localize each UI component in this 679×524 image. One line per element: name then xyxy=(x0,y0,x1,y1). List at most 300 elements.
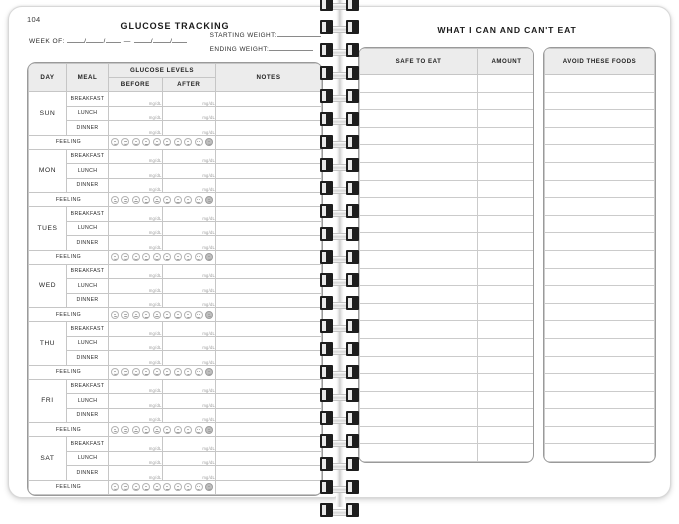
safe-to-eat-input[interactable] xyxy=(360,374,478,392)
smiley-sick-face-icon[interactable] xyxy=(205,196,213,204)
smiley-sad-face-icon[interactable] xyxy=(174,368,182,376)
amount-input[interactable] xyxy=(478,409,535,427)
smiley-worried-face-icon[interactable] xyxy=(153,196,161,204)
glucose-before-input-fri-lunch[interactable]: mg/dL xyxy=(109,394,163,409)
smiley-neutral-face-icon[interactable] xyxy=(142,138,150,146)
feeling-row-thu xyxy=(29,365,322,379)
safe-to-eat-input[interactable] xyxy=(360,268,478,286)
mood-icon-row xyxy=(109,136,215,149)
smiley-sick-face-icon[interactable] xyxy=(205,426,213,434)
mood-selector-fri[interactable] xyxy=(109,423,216,437)
glucose-after-input-sun-breakfast[interactable]: mg/dL xyxy=(162,92,216,107)
glucose-before-input-sun-dinner[interactable]: mg/dL xyxy=(109,121,163,136)
smiley-unhappy-face-icon[interactable] xyxy=(184,483,192,491)
table-row xyxy=(29,149,322,164)
day-cell-wed: WED xyxy=(29,264,67,308)
spiral-coil xyxy=(312,318,368,340)
glucose-after-input-thu-dinner[interactable]: mg/dL xyxy=(162,351,216,366)
smiley-neutral-face-icon[interactable] xyxy=(142,483,150,491)
notes-input-mon-dinner[interactable] xyxy=(216,178,322,193)
glucose-after-input-thu-breakfast[interactable]: mg/dL xyxy=(162,322,216,337)
table-row xyxy=(360,303,535,321)
notes-input-thu-dinner[interactable] xyxy=(216,351,322,366)
safe-to-eat-input[interactable] xyxy=(360,303,478,321)
feeling-notes-sat[interactable] xyxy=(216,480,322,494)
glucose-after-input-tues-dinner[interactable]: mg/dL xyxy=(162,236,216,251)
glucose-after-input-thu-lunch[interactable]: mg/dL xyxy=(162,336,216,351)
glucose-before-input-mon-breakfast[interactable]: mg/dL xyxy=(109,149,163,164)
avoid-food-input[interactable] xyxy=(545,92,655,110)
smiley-happy-face-icon[interactable] xyxy=(111,138,119,146)
notes-input-fri-dinner[interactable] xyxy=(216,408,322,423)
smiley-neutral-face-icon[interactable] xyxy=(142,196,150,204)
notes-input-wed-dinner[interactable] xyxy=(216,293,322,308)
page-title-what-i-can-and-cant-eat: WHAT I CAN AND CAN'T EAT xyxy=(437,25,577,35)
smiley-unhappy-face-icon[interactable] xyxy=(184,138,192,146)
smiley-sad-face-icon[interactable] xyxy=(174,311,182,319)
glucose-before-input-thu-dinner[interactable]: mg/dL xyxy=(109,351,163,366)
glucose-before-input-wed-dinner[interactable]: mg/dL xyxy=(109,293,163,308)
table-row xyxy=(29,408,322,423)
week-end-day-blank[interactable] xyxy=(150,36,173,45)
smiley-frown-face-icon[interactable] xyxy=(195,311,203,319)
glucose-after-input-fri-breakfast[interactable]: mg/dL xyxy=(162,379,216,394)
safe-to-eat-input[interactable] xyxy=(360,92,478,110)
notes-input-sun-breakfast[interactable] xyxy=(216,92,322,107)
avoid-food-input[interactable] xyxy=(545,215,655,233)
smiley-happy-face-icon[interactable] xyxy=(111,253,119,261)
week-of-field[interactable] xyxy=(29,36,187,45)
mood-selector-mon[interactable] xyxy=(109,193,216,207)
glucose-before-input-fri-breakfast[interactable]: mg/dL xyxy=(109,379,163,394)
table-row xyxy=(545,198,655,216)
safe-to-eat-input[interactable] xyxy=(360,75,478,93)
glucose-before-input-mon-dinner[interactable]: mg/dL xyxy=(109,178,163,193)
mood-selector-tues[interactable] xyxy=(109,250,216,264)
left-page xyxy=(8,6,338,498)
notes-input-tues-lunch[interactable] xyxy=(216,221,322,236)
table-row xyxy=(360,162,535,180)
smiley-sick-face-icon[interactable] xyxy=(205,138,213,146)
feeling-label: FEELING xyxy=(29,193,109,207)
smiley-unhappy-face-icon[interactable] xyxy=(184,368,192,376)
feeling-notes-thu[interactable] xyxy=(216,365,322,379)
table-row xyxy=(360,250,535,268)
avoid-food-input[interactable] xyxy=(545,374,655,392)
mood-selector-wed[interactable] xyxy=(109,308,216,322)
avoid-table-head xyxy=(545,49,655,75)
smiley-worried-face-icon[interactable] xyxy=(153,483,161,491)
safe-to-eat-input[interactable] xyxy=(360,426,478,444)
mood-selector-sun[interactable] xyxy=(109,135,216,149)
spiral-coil xyxy=(312,42,368,64)
smiley-frown-face-icon[interactable] xyxy=(195,426,203,434)
page-number: 104 xyxy=(27,15,41,24)
safe-to-eat-input[interactable] xyxy=(360,215,478,233)
table-row xyxy=(29,336,322,351)
mood-selector-sat[interactable] xyxy=(109,480,216,494)
mood-selector-thu[interactable] xyxy=(109,365,216,379)
smiley-sick-face-icon[interactable] xyxy=(205,253,213,261)
glucose-before-input-thu-breakfast[interactable]: mg/dL xyxy=(109,322,163,337)
safe-to-eat-input[interactable] xyxy=(360,127,478,145)
notes-input-sat-lunch[interactable] xyxy=(216,451,322,466)
spiral-coil xyxy=(312,157,368,179)
avoid-food-input[interactable] xyxy=(545,75,655,93)
notes-input-sun-dinner[interactable] xyxy=(216,121,322,136)
week-start-month-blank[interactable] xyxy=(67,36,87,45)
safe-to-eat-input[interactable] xyxy=(360,110,478,128)
glucose-after-input-mon-dinner[interactable]: mg/dL xyxy=(162,178,216,193)
amount-input[interactable] xyxy=(478,338,535,356)
day-cell-sun: SUN xyxy=(29,92,67,136)
table-row xyxy=(360,92,535,110)
avoid-food-input[interactable] xyxy=(545,356,655,374)
notes-input-wed-breakfast[interactable] xyxy=(216,264,322,279)
smiley-happy-face-icon[interactable] xyxy=(111,311,119,319)
slash-1: / xyxy=(84,38,87,45)
smiley-happy-face-icon[interactable] xyxy=(111,483,119,491)
smiley-frown-face-icon[interactable] xyxy=(195,253,203,261)
safe-to-eat-input[interactable] xyxy=(360,286,478,304)
glucose-after-input-wed-breakfast[interactable]: mg/dL xyxy=(162,264,216,279)
smiley-frown-face-icon[interactable] xyxy=(195,483,203,491)
notes-input-mon-breakfast[interactable] xyxy=(216,149,322,164)
amount-input[interactable] xyxy=(478,268,535,286)
glucose-before-input-wed-breakfast[interactable]: mg/dL xyxy=(109,264,163,279)
table-row xyxy=(545,426,655,444)
amount-input[interactable] xyxy=(478,162,535,180)
table-row xyxy=(545,303,655,321)
table-row xyxy=(29,264,322,279)
smiley-worried-face-icon[interactable] xyxy=(153,138,161,146)
smiley-frown-face-icon[interactable] xyxy=(195,368,203,376)
amount-input[interactable] xyxy=(478,356,535,374)
amount-input[interactable] xyxy=(478,391,535,409)
col-header-day: DAY xyxy=(29,64,67,92)
smiley-sad-face-icon[interactable] xyxy=(174,196,182,204)
page-title-glucose-tracking: GLUCOSE TRACKING xyxy=(120,21,230,31)
spiral-coil xyxy=(312,364,368,386)
spiral-coil xyxy=(312,65,368,87)
table-row xyxy=(29,279,322,294)
table-row xyxy=(360,215,535,233)
glucose-table-body xyxy=(29,92,322,495)
table-row xyxy=(545,75,655,93)
table-row xyxy=(29,221,322,236)
meal-cell-breakfast: BREAKFAST xyxy=(67,149,109,164)
smiley-tongue-face-icon[interactable] xyxy=(132,253,140,261)
safe-to-eat-input[interactable] xyxy=(360,250,478,268)
smiley-grin-face-icon[interactable] xyxy=(121,196,129,204)
notes-input-tues-dinner[interactable] xyxy=(216,236,322,251)
smiley-sick-face-icon[interactable] xyxy=(205,311,213,319)
avoid-food-input[interactable] xyxy=(545,127,655,145)
notes-input-wed-lunch[interactable] xyxy=(216,279,322,294)
smiley-worried-face-icon[interactable] xyxy=(153,368,161,376)
smiley-grin-face-icon[interactable] xyxy=(121,138,129,146)
smiley-worried-face-icon[interactable] xyxy=(153,311,161,319)
glucose-before-input-tues-dinner[interactable]: mg/dL xyxy=(109,236,163,251)
table-row xyxy=(360,444,535,462)
amount-input[interactable] xyxy=(478,180,535,198)
glucose-before-input-sun-breakfast[interactable]: mg/dL xyxy=(109,92,163,107)
glucose-after-input-fri-lunch[interactable]: mg/dL xyxy=(162,394,216,409)
safe-to-eat-input[interactable] xyxy=(360,180,478,198)
avoid-food-input[interactable] xyxy=(545,391,655,409)
ending-weight-field[interactable] xyxy=(210,44,321,53)
amount-input[interactable] xyxy=(478,426,535,444)
feeling-notes-mon[interactable] xyxy=(216,193,322,207)
table-row xyxy=(29,236,322,251)
safe-to-eat-input[interactable] xyxy=(360,162,478,180)
amount-input[interactable] xyxy=(478,286,535,304)
right-page xyxy=(341,6,671,498)
smiley-tongue-face-icon[interactable] xyxy=(132,483,140,491)
smiley-confused-face-icon[interactable] xyxy=(163,426,171,434)
week-start-year-blank[interactable] xyxy=(106,36,121,43)
smiley-neutral-face-icon[interactable] xyxy=(142,311,150,319)
meal-cell-dinner: DINNER xyxy=(67,178,109,193)
smiley-tongue-face-icon[interactable] xyxy=(132,368,140,376)
table-row xyxy=(360,409,535,427)
table-row xyxy=(360,233,535,251)
notes-input-sat-breakfast[interactable] xyxy=(216,437,322,452)
smiley-frown-face-icon[interactable] xyxy=(195,196,203,204)
table-row xyxy=(360,374,535,392)
notes-input-fri-breakfast[interactable] xyxy=(216,379,322,394)
amount-input[interactable] xyxy=(478,198,535,216)
smiley-confused-face-icon[interactable] xyxy=(163,138,171,146)
glucose-after-input-sat-dinner[interactable]: mg/dL xyxy=(162,466,216,481)
glucose-before-input-tues-breakfast[interactable]: mg/dL xyxy=(109,207,163,222)
meal-cell-lunch: LUNCH xyxy=(67,106,109,121)
table-row xyxy=(29,164,322,179)
table-row xyxy=(360,286,535,304)
safe-to-eat-input[interactable] xyxy=(360,321,478,339)
glucose-after-input-sat-breakfast[interactable]: mg/dL xyxy=(162,437,216,452)
table-row xyxy=(29,451,322,466)
avoid-food-input[interactable] xyxy=(545,409,655,427)
amount-input[interactable] xyxy=(478,110,535,128)
notes-input-tues-breakfast[interactable] xyxy=(216,207,322,222)
amount-input[interactable] xyxy=(478,444,535,462)
col-header-after: AFTER xyxy=(162,78,216,92)
amount-input[interactable] xyxy=(478,145,535,163)
feeling-notes-tues[interactable] xyxy=(216,250,322,264)
smiley-unhappy-face-icon[interactable] xyxy=(184,311,192,319)
table-row xyxy=(545,145,655,163)
glucose-before-input-sat-breakfast[interactable]: mg/dL xyxy=(109,437,163,452)
smiley-grin-face-icon[interactable] xyxy=(121,311,129,319)
avoid-food-input[interactable] xyxy=(545,145,655,163)
starting-weight-field[interactable] xyxy=(210,30,321,39)
smiley-confused-face-icon[interactable] xyxy=(163,253,171,261)
smiley-tongue-face-icon[interactable] xyxy=(132,426,140,434)
avoid-food-input[interactable] xyxy=(545,444,655,462)
feeling-notes-fri[interactable] xyxy=(216,423,322,437)
glucose-after-input-mon-lunch[interactable]: mg/dL xyxy=(162,164,216,179)
amount-input[interactable] xyxy=(478,127,535,145)
glucose-after-input-sat-lunch[interactable]: mg/dL xyxy=(162,451,216,466)
spiral-coil xyxy=(312,0,368,18)
meal-cell-lunch: LUNCH xyxy=(67,279,109,294)
amount-input[interactable] xyxy=(478,233,535,251)
glucose-before-input-fri-dinner[interactable]: mg/dL xyxy=(109,408,163,423)
spiral-coil xyxy=(312,502,368,524)
smiley-happy-face-icon[interactable] xyxy=(111,196,119,204)
week-start-day-blank[interactable] xyxy=(86,36,106,45)
meal-cell-lunch: LUNCH xyxy=(67,221,109,236)
table-row xyxy=(360,127,535,145)
smiley-sad-face-icon[interactable] xyxy=(174,483,182,491)
notes-input-thu-breakfast[interactable] xyxy=(216,322,322,337)
avoid-food-input[interactable] xyxy=(545,162,655,180)
smiley-unhappy-face-icon[interactable] xyxy=(184,426,192,434)
avoid-food-input[interactable] xyxy=(545,110,655,128)
amount-input[interactable] xyxy=(478,321,535,339)
smiley-unhappy-face-icon[interactable] xyxy=(184,196,192,204)
glucose-after-input-tues-lunch[interactable]: mg/dL xyxy=(162,221,216,236)
avoid-food-input[interactable] xyxy=(545,303,655,321)
smiley-sad-face-icon[interactable] xyxy=(174,138,182,146)
avoid-food-input[interactable] xyxy=(545,286,655,304)
safe-to-eat-input[interactable] xyxy=(360,391,478,409)
smiley-worried-face-icon[interactable] xyxy=(153,426,161,434)
avoid-food-input[interactable] xyxy=(545,321,655,339)
avoid-food-input[interactable] xyxy=(545,250,655,268)
smiley-tongue-face-icon[interactable] xyxy=(132,196,140,204)
amount-input[interactable] xyxy=(478,92,535,110)
safe-to-eat-input[interactable] xyxy=(360,444,478,462)
glucose-after-input-sun-dinner[interactable]: mg/dL xyxy=(162,121,216,136)
week-end-month-blank[interactable] xyxy=(134,36,154,45)
smiley-sad-face-icon[interactable] xyxy=(174,426,182,434)
safe-to-eat-input[interactable] xyxy=(360,198,478,216)
smiley-neutral-face-icon[interactable] xyxy=(142,253,150,261)
safe-to-eat-input[interactable] xyxy=(360,233,478,251)
glucose-before-input-tues-lunch[interactable]: mg/dL xyxy=(109,221,163,236)
spiral-coil xyxy=(312,410,368,432)
smiley-confused-face-icon[interactable] xyxy=(163,483,171,491)
smiley-happy-face-icon[interactable] xyxy=(111,426,119,434)
notes-input-sun-lunch[interactable] xyxy=(216,106,322,121)
avoid-food-input[interactable] xyxy=(545,268,655,286)
smiley-grin-face-icon[interactable] xyxy=(121,253,129,261)
feeling-notes-sun[interactable] xyxy=(216,135,322,149)
col-header-notes: NOTES xyxy=(216,64,322,92)
smiley-grin-face-icon[interactable] xyxy=(121,483,129,491)
left-page-meta xyxy=(27,30,323,62)
notes-input-fri-lunch[interactable] xyxy=(216,394,322,409)
smiley-tongue-face-icon[interactable] xyxy=(132,138,140,146)
amount-input[interactable] xyxy=(478,374,535,392)
amount-input[interactable] xyxy=(478,75,535,93)
amount-input[interactable] xyxy=(478,303,535,321)
smiley-confused-face-icon[interactable] xyxy=(163,311,171,319)
glucose-before-input-sun-lunch[interactable]: mg/dL xyxy=(109,106,163,121)
glucose-after-input-wed-lunch[interactable]: mg/dL xyxy=(162,279,216,294)
smiley-sick-face-icon[interactable] xyxy=(205,483,213,491)
glucose-after-input-tues-breakfast[interactable]: mg/dL xyxy=(162,207,216,222)
smiley-worried-face-icon[interactable] xyxy=(153,253,161,261)
safe-to-eat-input[interactable] xyxy=(360,356,478,374)
meal-cell-dinner: DINNER xyxy=(67,351,109,366)
smiley-sick-face-icon[interactable] xyxy=(205,368,213,376)
notes-input-sat-dinner[interactable] xyxy=(216,466,322,481)
smiley-tongue-face-icon[interactable] xyxy=(132,311,140,319)
smiley-confused-face-icon[interactable] xyxy=(163,196,171,204)
glucose-before-input-thu-lunch[interactable]: mg/dL xyxy=(109,336,163,351)
smiley-neutral-face-icon[interactable] xyxy=(142,426,150,434)
table-row xyxy=(29,322,322,337)
col-header-safe-to-eat: SAFE TO EAT xyxy=(360,49,478,75)
safe-to-eat-input[interactable] xyxy=(360,338,478,356)
mood-icon-row xyxy=(109,423,215,436)
ending-weight-blank[interactable] xyxy=(269,44,313,51)
avoid-food-input[interactable] xyxy=(545,426,655,444)
smiley-happy-face-icon[interactable] xyxy=(111,368,119,376)
smiley-grin-face-icon[interactable] xyxy=(121,368,129,376)
table-row xyxy=(29,379,322,394)
avoid-food-input[interactable] xyxy=(545,233,655,251)
smiley-confused-face-icon[interactable] xyxy=(163,368,171,376)
table-row xyxy=(360,321,535,339)
spiral-coil xyxy=(312,134,368,156)
date-range-separator: — xyxy=(123,38,131,45)
glucose-before-input-sat-dinner[interactable]: mg/dL xyxy=(109,466,163,481)
amount-input[interactable] xyxy=(478,215,535,233)
table-row xyxy=(29,293,322,308)
smiley-unhappy-face-icon[interactable] xyxy=(184,253,192,261)
smiley-neutral-face-icon[interactable] xyxy=(142,368,150,376)
glucose-after-input-wed-dinner[interactable]: mg/dL xyxy=(162,293,216,308)
avoid-food-input[interactable] xyxy=(545,180,655,198)
glucose-after-input-sun-lunch[interactable]: mg/dL xyxy=(162,106,216,121)
table-row xyxy=(545,162,655,180)
feeling-notes-wed[interactable] xyxy=(216,308,322,322)
meal-cell-breakfast: BREAKFAST xyxy=(67,207,109,222)
table-row xyxy=(29,106,322,121)
table-row xyxy=(29,394,322,409)
glucose-table-head xyxy=(29,64,322,92)
avoid-food-input[interactable] xyxy=(545,198,655,216)
glucose-before-input-mon-lunch[interactable]: mg/dL xyxy=(109,164,163,179)
glucose-before-input-wed-lunch[interactable]: mg/dL xyxy=(109,279,163,294)
table-row xyxy=(545,338,655,356)
table-row xyxy=(360,426,535,444)
feeling-row-sat xyxy=(29,480,322,494)
table-row xyxy=(360,75,535,93)
week-end-year-blank[interactable] xyxy=(172,36,187,43)
smiley-frown-face-icon[interactable] xyxy=(195,138,203,146)
slash-2: / xyxy=(103,38,106,45)
meal-cell-dinner: DINNER xyxy=(67,236,109,251)
notes-input-mon-lunch[interactable] xyxy=(216,164,322,179)
smiley-grin-face-icon[interactable] xyxy=(121,426,129,434)
avoid-food-input[interactable] xyxy=(545,338,655,356)
safe-to-eat-input[interactable] xyxy=(360,145,478,163)
glucose-before-input-sat-lunch[interactable]: mg/dL xyxy=(109,451,163,466)
amount-input[interactable] xyxy=(478,250,535,268)
safe-to-eat-input[interactable] xyxy=(360,409,478,427)
meal-cell-dinner: DINNER xyxy=(67,408,109,423)
notes-input-thu-lunch[interactable] xyxy=(216,336,322,351)
smiley-sad-face-icon[interactable] xyxy=(174,253,182,261)
glucose-after-input-mon-breakfast[interactable]: mg/dL xyxy=(162,149,216,164)
spiral-coil xyxy=(312,226,368,248)
glucose-after-input-fri-dinner[interactable]: mg/dL xyxy=(162,408,216,423)
